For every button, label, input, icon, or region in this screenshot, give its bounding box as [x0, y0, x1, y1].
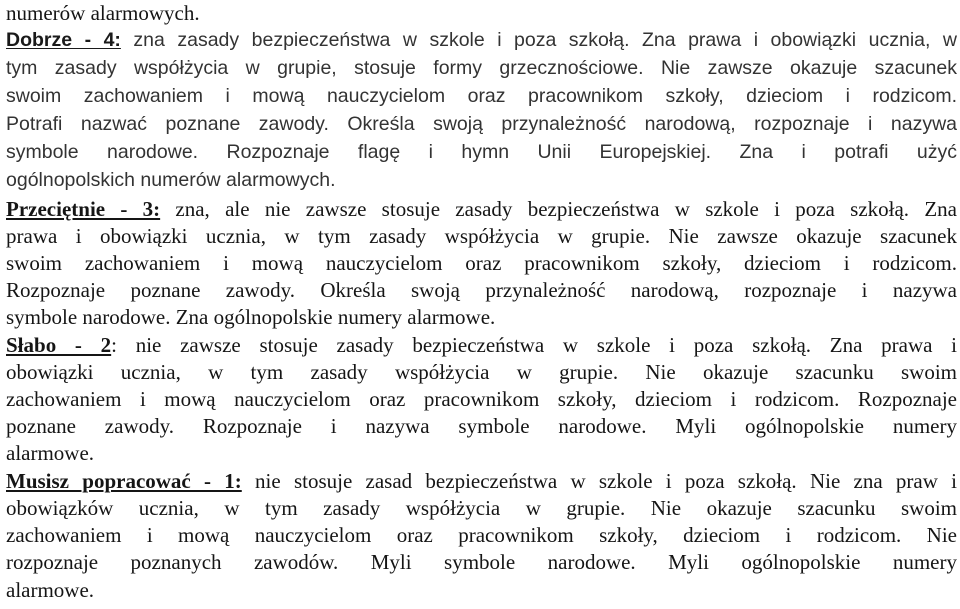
line-text: zna, ale nie zawsze stosuje zasady bezpieczeństwa w szkole i poza szkołą. Zna — [160, 197, 957, 221]
line-text: Rozpoznaje poznane zawody. Określa swoją przynależność narodową, rozpoznaje i nazywa — [6, 278, 957, 302]
text-line — [6, 522, 957, 548]
line-text: swoim zachowaniem i mową nauczycielom oraz pracownikom szkoły, dzieciom i rodzicom. — [6, 251, 957, 275]
line-text: zachowaniem i mową nauczycielom oraz pracownikom szkoły, dzieciom i rodzicom. Nie — [6, 523, 957, 547]
text-line — [6, 495, 957, 521]
grade-4-label: Dobrze - 4: — [6, 29, 121, 51]
text-line — [6, 304, 957, 330]
grade-1-label: Musisz popracować - 1: — [6, 469, 242, 493]
grade-3-line — [6, 196, 957, 222]
text-line — [6, 0, 957, 26]
text-line — [6, 167, 957, 193]
text-line — [6, 549, 957, 575]
line-text: nie stosuje zasad bezpieczeństwa w szkole i poza szkołą. Nie zna praw i — [241, 469, 957, 493]
text-line — [6, 413, 957, 439]
text-line — [6, 223, 957, 249]
line-text: obowiązki ucznia, w tym zasady współżycia w grupie. Nie okazuje szacunku swoim — [6, 360, 957, 384]
line-text: zna zasady bezpieczeństwa w szkole i poza szkołą. Zna prawa i obowiązki ucznia, w — [120, 29, 957, 51]
text-line — [6, 139, 957, 165]
line-text: zachowaniem i mową nauczycielom oraz pracownikom szkoły, dzieciom i rodzicom. Rozpoznaje — [6, 387, 957, 411]
line-text: poznane zawody. Rozpoznaje i nazywa symbole narodowe. Myli ogólnopolskie numery — [6, 414, 957, 438]
line-text: obowiązków ucznia, w tym zasady współżycia w grupie. Nie okazuje szacunku swoim — [6, 496, 957, 520]
line-text: : nie zawsze stosuje zasady bezpieczeństwa w szkole i poza szkołą. Zna prawa i — [111, 333, 957, 357]
line-text: Potrafi nazwać poznane zawody. Określa swoją przynależność narodową, rozpoznaje i nazywa — [6, 113, 957, 135]
grade-2-label: Słabo - 2 — [6, 333, 112, 357]
line-text: numerów alarmowych. — [6, 1, 200, 25]
text-line — [6, 386, 957, 412]
line-text: symbole narodowe. Zna ogólnopolskie numery alarmowe. — [6, 305, 496, 329]
line-text: swoim zachowaniem i mową nauczycielom oraz pracownikom szkoły, dzieciom i rodzicom. — [6, 85, 957, 107]
line-text: tym zasady współżycia w grupie, stosuje formy grzecznościowe. Nie zawsze okazuje szacunek — [6, 57, 957, 79]
text-line — [6, 577, 957, 603]
grade-3-label: Przeciętnie - 3: — [6, 197, 161, 221]
line-text: ogólnopolskich numerów alarmowych. — [6, 169, 336, 191]
line-text: prawa i obowiązki ucznia, w tym zasady współżycia w grupie. Nie zawsze okazuje szacunek — [6, 224, 957, 248]
line-text: symbole narodowe. Rozpoznaje flagę i hymn Unii Europejskiej. Zna i potrafi użyć — [6, 141, 957, 163]
text-line — [6, 277, 957, 303]
text-line — [6, 250, 957, 276]
text-line — [6, 83, 957, 109]
text-line — [6, 359, 957, 385]
line-text: rozpoznaje poznanych zawodów. Myli symbole narodowe. Myli ogólnopolskie numery — [6, 550, 957, 574]
line-text: alarmowe. — [6, 578, 95, 602]
text-line — [6, 55, 957, 81]
grade-4-line — [6, 27, 957, 53]
line-text: alarmowe. — [6, 441, 95, 465]
grade-1-line — [6, 468, 957, 494]
text-line — [6, 111, 957, 137]
text-line — [6, 440, 957, 466]
grade-2-line — [6, 332, 957, 358]
